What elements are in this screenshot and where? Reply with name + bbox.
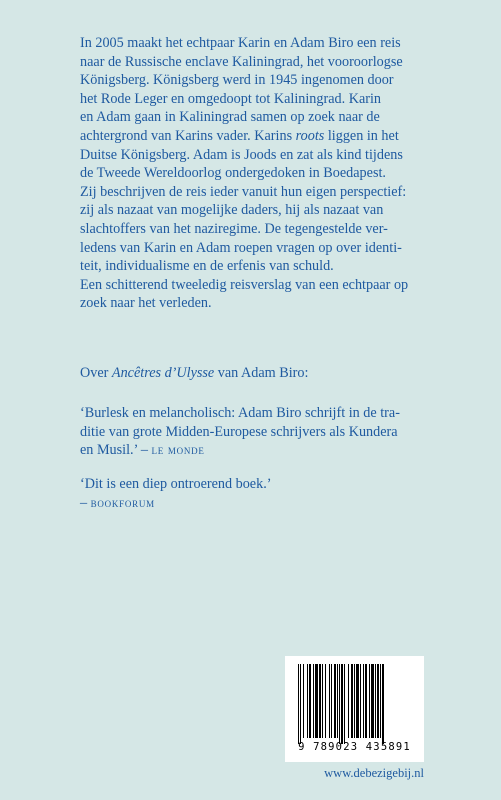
quote-line: ditie van grote Midden-Europese schrijvers als Kundera bbox=[80, 423, 398, 440]
barcode-bar bbox=[354, 664, 355, 738]
blurb-line: zoek naar het verleden. bbox=[80, 295, 212, 312]
barcode-bar bbox=[377, 664, 379, 738]
blurb-line: In 2005 maakt het echtpaar Karin en Adam Biro een reis bbox=[80, 35, 401, 51]
over-suffix: van Adam Biro: bbox=[217, 365, 309, 381]
barcode-bar bbox=[329, 664, 330, 738]
quote-line: ‘Dit is een diep ontroerend boek.’ bbox=[80, 476, 272, 492]
isbn-number: 9 789023 435891 bbox=[298, 741, 411, 753]
quote-line: en Musil.’ – bbox=[80, 442, 148, 459]
quote-source: bookforum bbox=[90, 495, 155, 510]
barcode-bar bbox=[375, 664, 376, 738]
barcode-bar bbox=[309, 664, 311, 738]
publisher-url: www.debezigebij.nl bbox=[324, 766, 424, 780]
barcode-bar bbox=[307, 664, 308, 738]
barcode-bar bbox=[341, 664, 343, 744]
blurb-line: en Adam gaan in Kaliningrad samen op zoek naar de bbox=[80, 109, 380, 126]
barcode-bar bbox=[344, 664, 345, 744]
barcode-bar bbox=[371, 664, 374, 738]
barcode-bar bbox=[325, 664, 326, 738]
blurb-line: ledens van Karin en Adam roepen vragen op over identi- bbox=[80, 239, 402, 256]
blurb-line: Königsberg. Königsberg werd in 1945 ingenomen door bbox=[80, 72, 394, 89]
blurb-line: Zij beschrijven de reis ieder vanuit hun eigen perspectief: bbox=[80, 183, 407, 200]
blurb-line: het Rode Leger en omgedoopt tot Kaliningrad. Karin bbox=[80, 90, 382, 107]
review-quote-1 bbox=[80, 404, 425, 460]
barcode-bar bbox=[331, 664, 332, 738]
blurb-line: zij als nazaat van mogelijke daders, hij als nazaat van bbox=[80, 202, 384, 219]
barcode-bar bbox=[356, 664, 359, 738]
quote-source: le monde bbox=[151, 443, 205, 458]
barcode-bar bbox=[339, 664, 340, 744]
quote-line: ‘Burlesk en melancholisch: Adam Biro schrijft in de tra- bbox=[80, 405, 400, 421]
blurb-line: Duitse Königsberg. Adam is Joods en zat als kind tijdens bbox=[80, 146, 403, 163]
blurb-line: teit, individualisme en de erfenis van schuld. bbox=[80, 258, 334, 275]
quote-dash: – bbox=[80, 494, 88, 511]
barcode-bar bbox=[382, 664, 384, 744]
blurb-text: achtergrond van Karins vader. Karins bbox=[80, 127, 293, 144]
barcode-bar bbox=[313, 664, 314, 738]
barcode-bar bbox=[351, 664, 353, 738]
over-book-title: Ancêtres d’Ulysse bbox=[111, 365, 215, 381]
blurb-line: de Tweede Wereldoorlog ondergedoken in Boedapest. bbox=[80, 165, 386, 182]
over-prefix: Over bbox=[80, 365, 109, 381]
barcode-bar bbox=[298, 664, 299, 744]
barcode-bar bbox=[319, 664, 321, 738]
barcode-bar bbox=[315, 664, 318, 738]
barcode-bar bbox=[380, 664, 381, 738]
blurb-line: slachtoffers van het naziregime. De tegengestelde ver- bbox=[80, 220, 388, 237]
blurb-line: Een schitterend tweeledig reisverslag van een echtpaar op bbox=[80, 276, 409, 293]
blurb-line: naar de Russische enclave Kaliningrad, het vooroorlogse bbox=[80, 53, 403, 70]
barcode-bar bbox=[369, 664, 370, 738]
back-cover-blurb bbox=[80, 34, 425, 313]
barcode-bar bbox=[363, 664, 364, 738]
blurb-line-roots bbox=[80, 127, 425, 146]
barcode-bar bbox=[334, 664, 336, 738]
barcode-bar bbox=[300, 664, 301, 744]
barcode-bar bbox=[365, 664, 367, 738]
over-heading bbox=[80, 364, 425, 383]
review-quote-2 bbox=[80, 475, 425, 512]
barcode-bar bbox=[337, 664, 338, 738]
blurb-text: liggen in het bbox=[327, 127, 399, 144]
roots-italic: roots bbox=[295, 127, 325, 144]
barcode-bar bbox=[348, 664, 349, 738]
barcode-bar bbox=[360, 664, 361, 738]
barcode-bar bbox=[303, 664, 304, 738]
barcode-bar bbox=[322, 664, 323, 738]
isbn-barcode bbox=[285, 656, 424, 762]
